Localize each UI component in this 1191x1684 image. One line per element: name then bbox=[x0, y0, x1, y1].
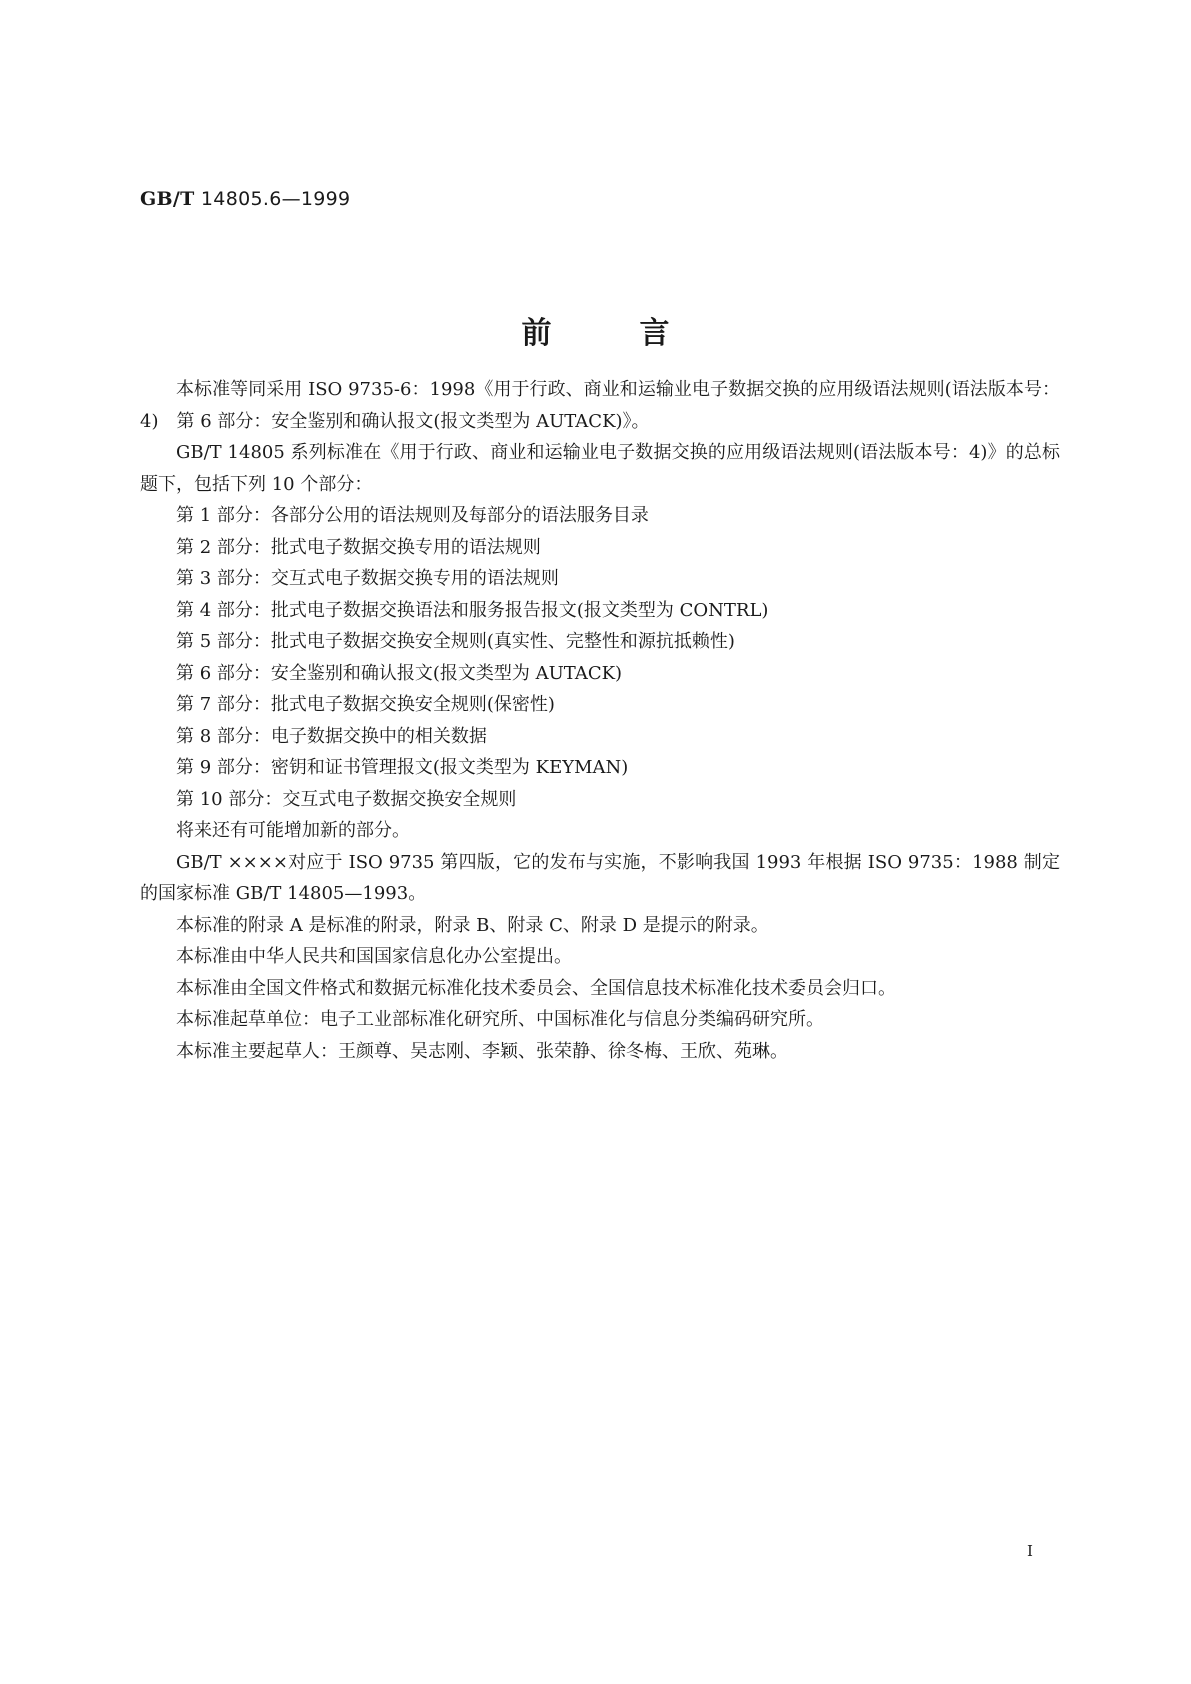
paragraph-appendices: 本标准的附录 A 是标准的附录，附录 B、附录 C、附录 D 是提示的附录。 bbox=[176, 914, 769, 936]
list-item-part-3: 第 3 部分：交互式电子数据交换专用的语法规则 bbox=[176, 568, 559, 589]
paragraph-adoption: 本标准等同采用 ISO 9735-6：1998《用于行政、商业和运输业电子数据交换的应用级语法规则(语法版本号：4) 第 6 部分：安全鉴别和确认报文(报文类型为 AUTACK)》。 bbox=[140, 379, 1060, 432]
list-item-part-7: 第 7 部分：批式电子数据交换安全规则(保密性) bbox=[176, 694, 555, 715]
list-item-part-8: 第 8 部分：电子数据交换中的相关数据 bbox=[176, 725, 487, 747]
paragraph-series-intro: GB/T 14805 系列标准在《用于行政、商业和运输业电子数据交换的应用级语法规则(语法版本号：4)》的总标题下，包括下列 10 个部分： bbox=[140, 442, 1060, 495]
paragraph-future-parts: 将来还有可能增加新的部分。 bbox=[176, 820, 410, 841]
list-item-part-9: 第 9 部分：密钥和证书管理报文(报文类型为 KEYMAN) bbox=[176, 757, 629, 778]
paragraph-correspondence: GB/T ××××对应于 ISO 9735 第四版，它的发布与实施，不影响我国 1993 年根据 ISO 9735：1988 制定的国家标准 GB/T 14805—1993。 bbox=[140, 851, 1060, 904]
standard-code bbox=[140, 188, 350, 210]
paragraph-proposed-by: 本标准由中华人民共和国国家信息化办公室提出。 bbox=[176, 946, 572, 967]
list-item-part-10: 第 10 部分：交互式电子数据交换安全规则 bbox=[176, 788, 517, 810]
paragraph-centralized-by: 本标准由全国文件格式和数据元标准化技术委员会、全国信息技术标准化技术委员会归口。 bbox=[176, 977, 896, 999]
page-number: I bbox=[1027, 1542, 1033, 1560]
list-item-part-4: 第 4 部分：批式电子数据交换语法和服务报告报文(报文类型为 CONTRL) bbox=[176, 599, 769, 621]
list-item-part-2: 第 2 部分：批式电子数据交换专用的语法规则 bbox=[176, 536, 541, 558]
list-item-part-5: 第 5 部分：批式电子数据交换安全规则(真实性、完整性和源抗抵赖性) bbox=[176, 631, 735, 652]
foreword-body bbox=[140, 374, 1060, 1067]
paragraph-drafting-units: 本标准起草单位：电子工业部标准化研究所、中国标准化与信息分类编码研究所。 bbox=[176, 1009, 824, 1030]
page-title: 前言 bbox=[521, 316, 758, 351]
paragraph-drafters: 本标准主要起草人：王颜尊、吴志刚、李颖、张荣静、徐冬梅、王欣、苑琳。 bbox=[176, 1040, 788, 1062]
standard-number: 14805.6—1999 bbox=[200, 188, 351, 210]
list-item-part-6: 第 6 部分：安全鉴别和确认报文(报文类型为 AUTACK) bbox=[176, 662, 623, 684]
list-item-part-1: 第 1 部分：各部分公用的语法规则及每部分的语法服务目录 bbox=[176, 505, 649, 526]
standard-prefix: GB/T bbox=[140, 188, 195, 210]
